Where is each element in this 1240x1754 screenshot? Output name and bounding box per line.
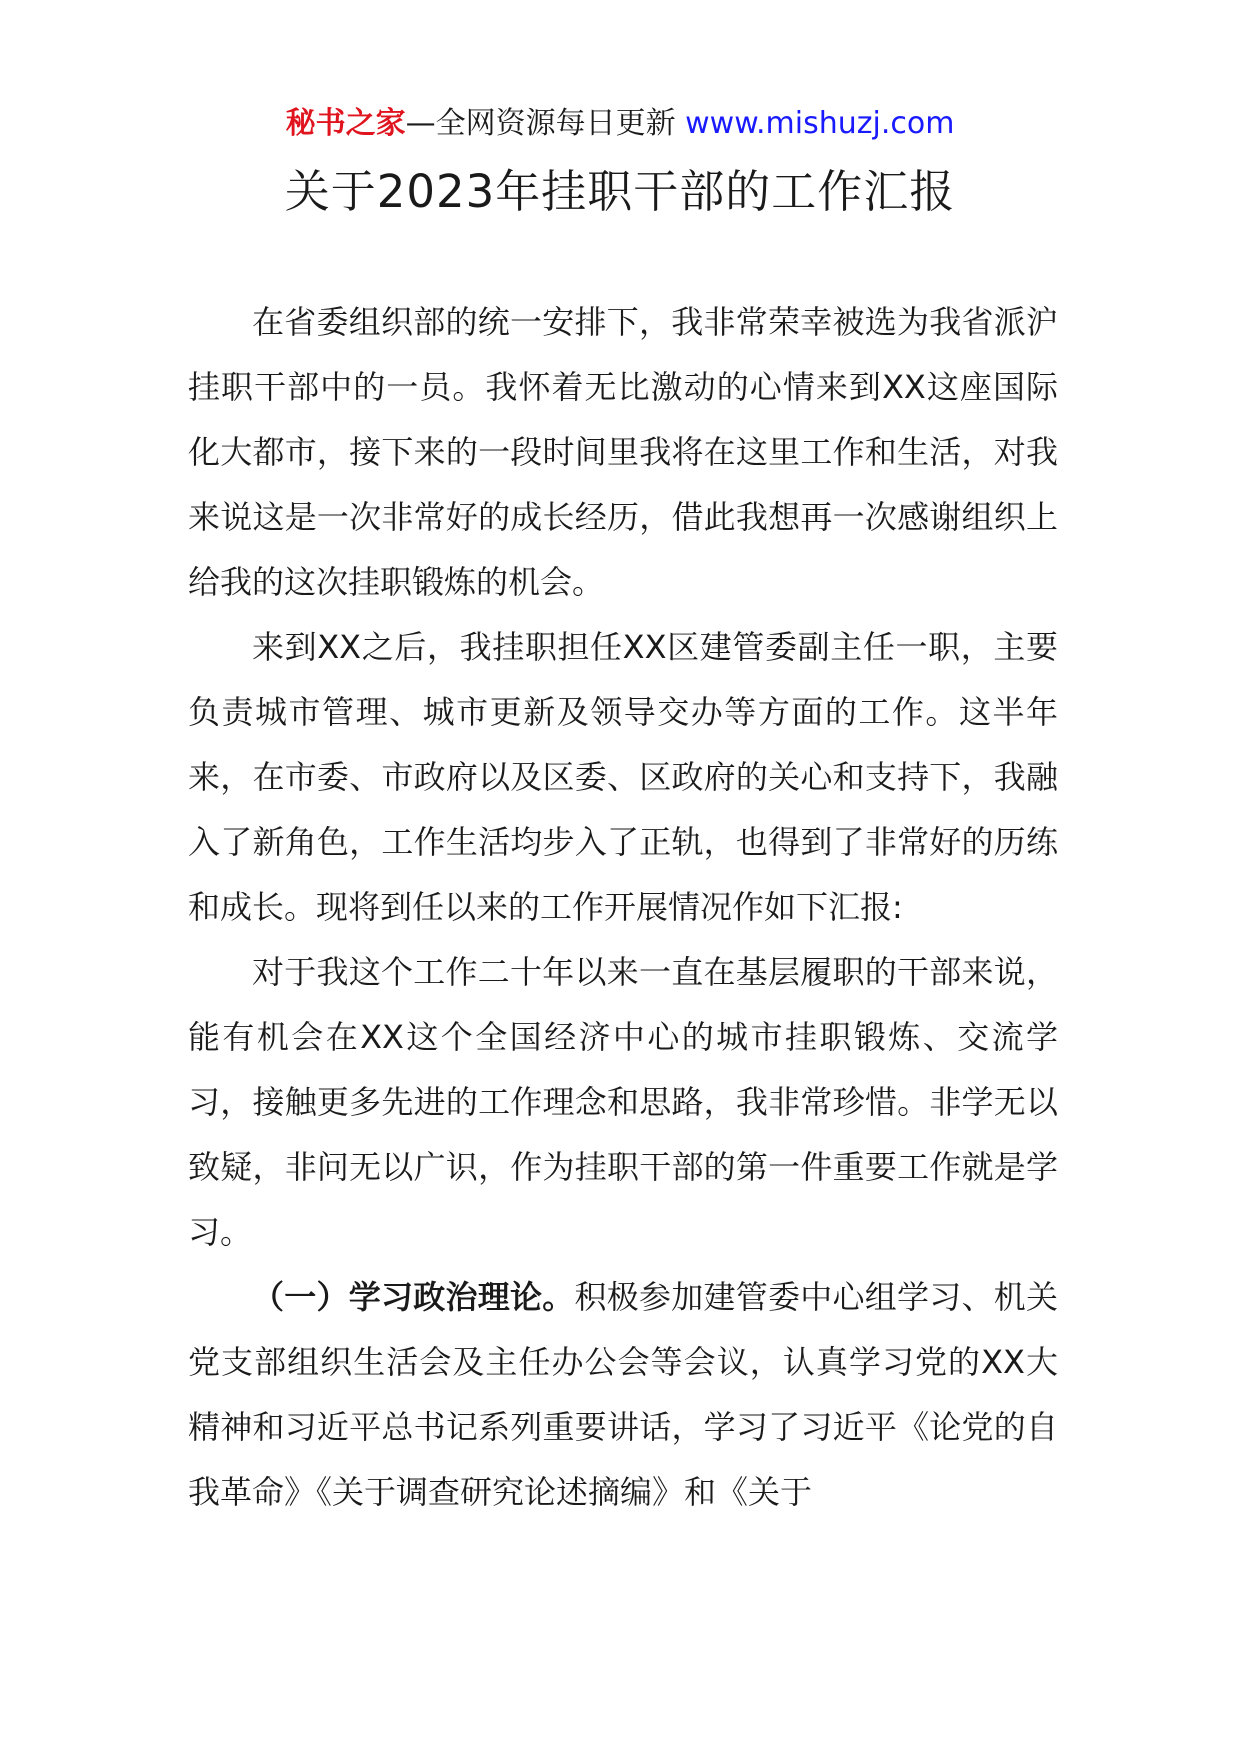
section-1-text: 积极参加建管委中心组学习、机关党支部组织生活会及主任办公会等会议，认真学习党的XX大精神和习近平总书记系列重要讲话，学习了习近平《论党的自我革命》《关于调查研究论述摘编》和《关于 (188, 1278, 1058, 1511)
site-header (0, 102, 1240, 146)
paragraph-learning: 对于我这个工作二十年以来一直在基层履职的干部来说，能有机会在XX这个全国经济中心的城市挂职锻炼、交流学习，接触更多先进的工作理念和思路，我非常珍惜。非学无以致疑，非问无以广识，作为挂职干部的第一件重要工作就是学习。 (188, 953, 1058, 1251)
document-title: 关于2023年挂职干部的工作汇报 (284, 165, 956, 218)
site-brand: 秘书之家 (285, 106, 406, 141)
paragraph-section-1 (188, 1265, 1058, 1525)
site-url-link[interactable]: www.mishuzj.com (685, 106, 955, 141)
paragraph-position: 来到XX之后，我挂职担任XX区建管委副主任一职，主要负责城市管理、城市更新及领导交办等方面的工作。这半年来，在市委、市政府以及区委、区政府的关心和支持下，我融入了新角色，工作生活均步入了正轨，也得到了非常好的历练和成长。现将到任以来的工作开展情况作如下汇报: (188, 628, 1058, 926)
site-tagline: —全网资源每日更新 (405, 106, 686, 141)
document-body (188, 290, 1058, 1525)
paragraph-intro: 在省委组织部的统一安排下，我非常荣幸被选为我省派沪挂职干部中的一员。我怀着无比激动的心情来到XX这座国际化大都市，接下来的一段时间里我将在这里工作和生活，对我来说这是一次非常好的成长经历，借此我想再一次感谢组织上给我的这次挂职锻炼的机会。 (188, 303, 1058, 601)
section-1-heading: （一）学习政治理论。 (252, 1278, 575, 1316)
